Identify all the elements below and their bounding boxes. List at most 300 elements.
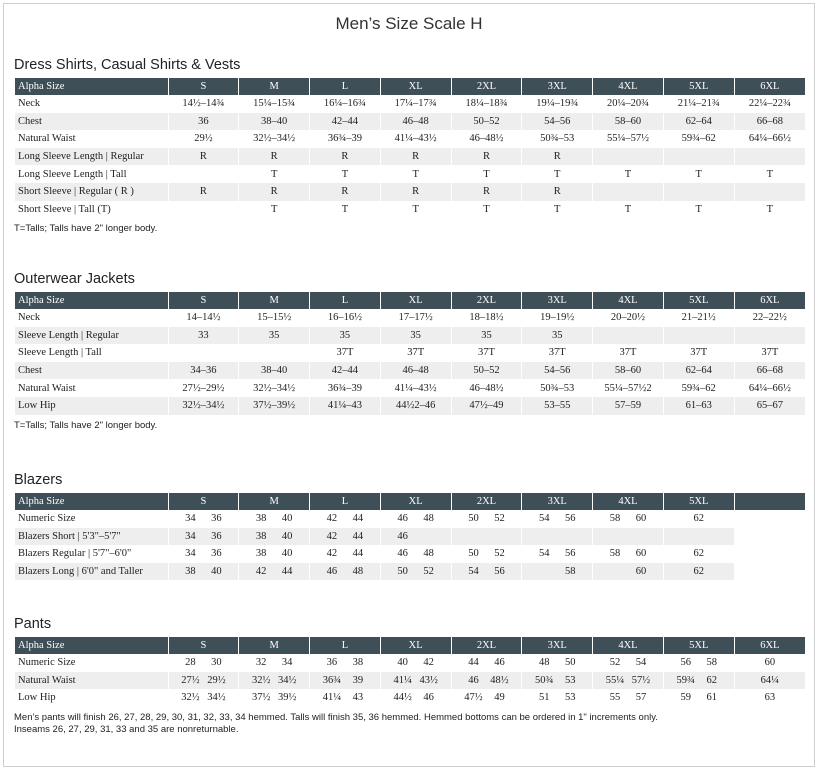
table-cell — [239, 510, 310, 528]
cell-value: 50 — [468, 513, 479, 525]
table-cell: R — [522, 183, 593, 201]
cell-value: 56 — [564, 513, 576, 525]
cell-value: 60 — [635, 548, 647, 560]
outerwear-table — [15, 292, 805, 415]
table-cell: 21–21½ — [663, 309, 734, 327]
table-cell — [734, 148, 805, 166]
table-cell: 37½–39½ — [239, 397, 310, 415]
cell-value: 44 — [352, 548, 364, 560]
table-cell — [734, 528, 805, 546]
table-cell: 64¼–66½ — [734, 130, 805, 148]
cell-value: 46 — [468, 674, 479, 686]
table-cell — [380, 672, 451, 690]
table-cell: R — [168, 183, 239, 201]
cell-value: 44 — [352, 513, 364, 525]
table-cell: 35 — [451, 327, 522, 345]
table-cell: 42–44 — [310, 362, 381, 380]
table-cell — [663, 183, 734, 201]
table-cell: 16¼–16¾ — [310, 95, 381, 113]
table-cell — [239, 654, 310, 672]
section-heading: Outerwear Jackets — [14, 271, 135, 287]
table-cell: 55¼–57½2 — [593, 379, 664, 397]
cell-value: 55 — [609, 692, 621, 704]
table-cell: 35 — [310, 327, 381, 345]
table-cell: 20–20½ — [593, 309, 664, 327]
cell-value: 50¾ — [535, 674, 554, 686]
table-cell — [380, 510, 451, 528]
size-header: 3XL — [522, 292, 593, 309]
table-cell: R — [451, 148, 522, 166]
cell-value: 54 — [468, 566, 479, 578]
table-cell: R — [310, 148, 381, 166]
table-cell: 66–68 — [734, 113, 805, 131]
table-row — [15, 165, 805, 183]
table-cell — [593, 183, 664, 201]
table-cell: 27½–29½ — [168, 379, 239, 397]
table-cell: R — [522, 148, 593, 166]
table-cell: 41¼–43 — [310, 397, 381, 415]
table-cell — [451, 510, 522, 528]
row-label: Short Sleeve | Regular ( R ) — [15, 183, 168, 201]
table-cell — [593, 545, 664, 563]
cell-value: 42 — [326, 548, 338, 560]
cell-value: 44 — [281, 566, 293, 578]
cell-value: 36¾ — [322, 674, 342, 686]
table-cell — [310, 689, 381, 707]
table-cell — [522, 510, 593, 528]
cell-value: 38 — [255, 530, 267, 542]
talls-note: T=Talls; Talls have 2" longer body. — [14, 223, 158, 235]
size-header: L — [310, 493, 381, 510]
cell-value: 36 — [211, 513, 222, 525]
size-header: M — [239, 493, 310, 510]
cell-value: 53 — [564, 674, 576, 686]
table-cell: 32½–34½ — [239, 379, 310, 397]
size-header: XL — [380, 637, 451, 654]
cell-value: 55¼ — [605, 674, 625, 686]
table-cell: 22–22½ — [734, 309, 805, 327]
header-row — [15, 292, 805, 309]
table-cell: 64¼–66½ — [734, 379, 805, 397]
cell-value: 54 — [635, 657, 647, 669]
table-cell: 18–18½ — [451, 309, 522, 327]
table-row — [15, 397, 805, 415]
table-cell — [380, 654, 451, 672]
cell-value: 50 — [397, 566, 408, 578]
table-cell — [168, 563, 239, 581]
table-cell: 19–19½ — [522, 309, 593, 327]
cell-value: 39 — [352, 674, 364, 686]
size-header: 5XL — [663, 78, 734, 95]
table-cell: R — [239, 183, 310, 201]
table-row — [15, 309, 805, 327]
table-cell: 29½ — [168, 130, 239, 148]
table-cell: T — [522, 165, 593, 183]
cell-value: 36 — [326, 657, 338, 669]
row-label: Low Hip — [15, 397, 168, 415]
cell-value: 40 — [397, 657, 408, 669]
cell-value: 62 — [706, 674, 717, 686]
table-cell — [734, 563, 805, 581]
size-header: 3XL — [522, 637, 593, 654]
table-cell — [663, 689, 734, 707]
table-cell: R — [380, 148, 451, 166]
table-cell — [168, 165, 239, 183]
table-cell: 54–56 — [522, 113, 593, 131]
table-cell: T — [734, 201, 805, 219]
table-cell — [734, 545, 805, 563]
table-cell: 20¼–20¾ — [593, 95, 664, 113]
table-row — [15, 113, 805, 131]
table-cell: 38–40 — [239, 113, 310, 131]
table-cell: T — [310, 201, 381, 219]
table-cell — [663, 528, 734, 546]
row-label: Natural Waist — [15, 379, 168, 397]
table-cell: 46–48½ — [451, 379, 522, 397]
table-cell: 46–48½ — [451, 130, 522, 148]
table-cell — [168, 689, 239, 707]
table-row — [15, 510, 805, 528]
table-cell: T — [593, 201, 664, 219]
table-cell — [663, 654, 734, 672]
table-cell: T — [734, 165, 805, 183]
pants-hemming-note: Men’s pants will finish 26, 27, 28, 29, 30, 31, 32, 33, 34 hemmed. Talls will finish 35, 36 hemmed. Hemmed bottoms can be ordered in 1" increments only. Inseams 26, 27, 29, 31, 33 and 35 are nonreturnable. — [14, 711, 658, 735]
table-row — [15, 654, 805, 672]
cell-value: 48 — [423, 513, 434, 525]
cell-value: 54 — [538, 548, 550, 560]
table-cell — [168, 545, 239, 563]
table-cell: 50¾–53 — [522, 379, 593, 397]
cell-value: 48 — [352, 566, 364, 578]
row-label: Chest — [15, 113, 168, 131]
table-cell: 62–64 — [663, 362, 734, 380]
row-label: Natural Waist — [15, 672, 168, 690]
pants-table — [15, 637, 805, 707]
cell-value: 58 — [609, 513, 621, 525]
table-cell: 66–68 — [734, 362, 805, 380]
blazers-table — [15, 493, 805, 580]
dress-shirts-section — [14, 56, 806, 235]
table-row — [15, 689, 805, 707]
table-cell: 58–60 — [593, 362, 664, 380]
table-cell: 37T — [451, 344, 522, 362]
table-cell: 58–60 — [593, 113, 664, 131]
cell-value: 32 — [255, 657, 267, 669]
table-cell: T — [451, 201, 522, 219]
row-label: Blazers Short | 5'3"–5'7" — [15, 528, 168, 546]
size-header: S — [168, 292, 239, 309]
dress-shirts-table — [15, 78, 805, 218]
table-cell: 63 — [734, 689, 805, 707]
cell-value: 44½ — [393, 692, 412, 704]
table-row — [15, 95, 805, 113]
cell-value — [416, 531, 442, 542]
size-header: M — [239, 292, 310, 309]
table-cell: 61–63 — [663, 397, 734, 415]
table-cell — [663, 148, 734, 166]
table-cell — [168, 654, 239, 672]
table-cell: 37T — [663, 344, 734, 362]
table-cell — [239, 344, 310, 362]
row-label: Long Sleeve Length | Tall — [15, 165, 168, 183]
cell-value: 46 — [397, 548, 408, 560]
size-header: 2XL — [451, 637, 522, 654]
table-cell — [734, 183, 805, 201]
cell-value: 59 — [680, 692, 691, 704]
cell-value: 56 — [564, 548, 576, 560]
table-cell — [451, 689, 522, 707]
table-cell: 15¼–15¾ — [239, 95, 310, 113]
table-cell — [310, 545, 381, 563]
table-cell: 34–36 — [168, 362, 239, 380]
size-header: 6XL — [734, 637, 805, 654]
table-cell: 46–48 — [380, 113, 451, 131]
cell-value: 48 — [423, 548, 434, 560]
table-cell: T — [239, 165, 310, 183]
table-cell: 41¼–43½ — [380, 379, 451, 397]
table-cell: 37T — [734, 344, 805, 362]
row-label: Sleeve Length | Tall — [15, 344, 168, 362]
row-label: Long Sleeve Length | Regular — [15, 148, 168, 166]
table-cell: 41¼–43½ — [380, 130, 451, 148]
cell-value: 58 — [564, 566, 576, 578]
table-cell: 21¼–21¾ — [663, 95, 734, 113]
cell-value: 56 — [680, 657, 691, 669]
section-heading: Dress Shirts, Casual Shirts & Vests — [14, 57, 241, 73]
table-cell — [593, 654, 664, 672]
row-label: Neck — [15, 95, 168, 113]
table-cell — [522, 689, 593, 707]
table-cell: T — [310, 165, 381, 183]
size-header: L — [310, 292, 381, 309]
table-cell: 17¼–17¾ — [380, 95, 451, 113]
cell-value: 54 — [538, 513, 550, 525]
cell-value: 34½ — [277, 674, 297, 686]
cell-value: 52 — [423, 566, 434, 578]
cell-value: 38 — [255, 548, 267, 560]
cell-value: 30 — [211, 657, 222, 669]
alpha-size-header: Alpha Size — [15, 637, 168, 654]
cell-value: 56 — [494, 566, 505, 578]
table-cell: R — [451, 183, 522, 201]
table-cell: T — [380, 201, 451, 219]
cell-value: 48 — [538, 657, 550, 669]
size-header: S — [168, 637, 239, 654]
table-cell — [310, 563, 381, 581]
table-cell — [522, 545, 593, 563]
table-cell: 18¼–18¾ — [451, 95, 522, 113]
cell-value: 43½ — [419, 674, 438, 686]
table-cell: 42–44 — [310, 113, 381, 131]
cell-value: 29½ — [207, 674, 226, 686]
table-cell: 50–52 — [451, 362, 522, 380]
cell-value: 46 — [397, 513, 408, 525]
table-cell: 64¼ — [734, 672, 805, 690]
table-cell: 47½–49 — [451, 397, 522, 415]
table-cell — [593, 563, 664, 581]
alpha-size-header: Alpha Size — [15, 78, 168, 95]
cell-value: 42 — [423, 657, 434, 669]
cell-value: 60 — [635, 566, 647, 578]
cell-value: 58 — [706, 657, 717, 669]
size-header: M — [239, 78, 310, 95]
table-cell — [593, 327, 664, 345]
table-cell — [310, 672, 381, 690]
header-row — [15, 637, 805, 654]
cell-value — [602, 566, 628, 577]
alpha-size-header: Alpha Size — [15, 292, 168, 309]
table-cell: 19¼–19¾ — [522, 95, 593, 113]
table-cell — [239, 689, 310, 707]
cell-value: 57½ — [631, 674, 651, 686]
table-row — [15, 183, 805, 201]
table-cell: 62–64 — [663, 113, 734, 131]
size-header: XL — [380, 292, 451, 309]
table-cell — [310, 654, 381, 672]
table-cell: T — [663, 201, 734, 219]
row-label: Numeric Size — [15, 654, 168, 672]
table-cell: 65–67 — [734, 397, 805, 415]
section-heading: Blazers — [14, 472, 63, 488]
table-cell — [593, 672, 664, 690]
row-label: Short Sleeve | Tall (T) — [15, 201, 168, 219]
table-cell: 54–56 — [522, 362, 593, 380]
table-cell: R — [168, 148, 239, 166]
table-cell: T — [239, 201, 310, 219]
table-cell: T — [522, 201, 593, 219]
table-cell — [734, 327, 805, 345]
cell-value: 27½ — [181, 674, 200, 686]
cell-value: 58 — [609, 548, 621, 560]
cell-value: 44 — [468, 657, 479, 669]
table-cell: 17–17½ — [380, 309, 451, 327]
cell-value: 46 — [423, 692, 434, 704]
cell-value: 32½ — [181, 692, 200, 704]
table-cell: T — [593, 165, 664, 183]
table-row — [15, 148, 805, 166]
size-header: 2XL — [451, 78, 522, 95]
pants-section — [14, 615, 806, 736]
cell-value: 34½ — [207, 692, 226, 704]
size-header: 6XL — [734, 292, 805, 309]
table-cell — [310, 510, 381, 528]
cell-value: 32½ — [251, 674, 271, 686]
table-cell: 46–48 — [380, 362, 451, 380]
table-cell: 57–59 — [593, 397, 664, 415]
size-header: XL — [380, 493, 451, 510]
cell-value: 41¼ — [393, 674, 412, 686]
size-header: 5XL — [663, 637, 734, 654]
table-cell: 62 — [663, 563, 734, 581]
table-cell — [239, 563, 310, 581]
table-cell — [522, 654, 593, 672]
table-cell: 60 — [734, 654, 805, 672]
table-cell — [593, 528, 664, 546]
size-header: L — [310, 78, 381, 95]
table-cell — [168, 510, 239, 528]
table-cell: 44½2–46 — [380, 397, 451, 415]
cell-value: 50 — [468, 548, 479, 560]
cell-value: 38 — [255, 513, 267, 525]
size-header: 6XL — [734, 78, 805, 95]
size-header: 4XL — [593, 493, 664, 510]
size-header: XL — [380, 78, 451, 95]
cell-value: 46 — [326, 566, 338, 578]
table-row — [15, 379, 805, 397]
table-cell — [168, 528, 239, 546]
cell-value: 47½ — [464, 692, 483, 704]
cell-value: 57 — [635, 692, 647, 704]
table-cell — [451, 545, 522, 563]
size-header: S — [168, 78, 239, 95]
table-cell: R — [380, 183, 451, 201]
cell-value: 38 — [185, 566, 196, 578]
size-header: L — [310, 637, 381, 654]
cell-value: 40 — [281, 548, 293, 560]
blazers-section — [14, 471, 806, 580]
table-cell: 32½–34½ — [239, 130, 310, 148]
table-cell: T — [380, 165, 451, 183]
size-header: 2XL — [451, 493, 522, 510]
table-cell — [734, 510, 805, 528]
cell-value: 52 — [494, 513, 505, 525]
table-cell: 38–40 — [239, 362, 310, 380]
table-cell — [522, 563, 593, 581]
cell-value: 49 — [494, 692, 505, 704]
table-cell: 37T — [522, 344, 593, 362]
table-cell: T — [451, 165, 522, 183]
table-cell: 22¼–22¾ — [734, 95, 805, 113]
table-cell: 37T — [380, 344, 451, 362]
size-header — [734, 493, 805, 510]
talls-note: T=Talls; Talls have 2" longer body. — [14, 419, 158, 431]
table-row — [15, 362, 805, 380]
cell-value: 34 — [281, 657, 293, 669]
table-cell — [380, 545, 451, 563]
size-header: 4XL — [593, 78, 664, 95]
cell-value: 52 — [609, 657, 621, 669]
page-title: Men’s Size Scale H — [335, 14, 483, 33]
table-cell — [593, 148, 664, 166]
section-heading: Pants — [14, 616, 52, 632]
table-cell: 50–52 — [451, 113, 522, 131]
table-cell — [168, 344, 239, 362]
table-cell: 62 — [663, 545, 734, 563]
table-row — [15, 344, 805, 362]
size-header: M — [239, 637, 310, 654]
table-cell: R — [239, 148, 310, 166]
table-cell — [451, 654, 522, 672]
table-row — [15, 201, 805, 219]
cell-value: 46 — [397, 530, 408, 542]
table-row — [15, 130, 805, 148]
size-header: 4XL — [593, 292, 664, 309]
table-cell — [522, 672, 593, 690]
cell-value: 53 — [564, 692, 576, 704]
row-label: Numeric Size — [15, 510, 168, 528]
table-cell — [380, 563, 451, 581]
cell-value: 40 — [281, 513, 293, 525]
cell-value: 40 — [211, 566, 222, 578]
table-cell: 14½–14¾ — [168, 95, 239, 113]
cell-value: 46 — [494, 657, 505, 669]
size-chart-page — [3, 3, 815, 767]
cell-value: 39½ — [277, 692, 297, 704]
cell-value: 59¾ — [676, 674, 695, 686]
table-cell — [593, 510, 664, 528]
table-cell — [663, 672, 734, 690]
table-cell: 53–55 — [522, 397, 593, 415]
